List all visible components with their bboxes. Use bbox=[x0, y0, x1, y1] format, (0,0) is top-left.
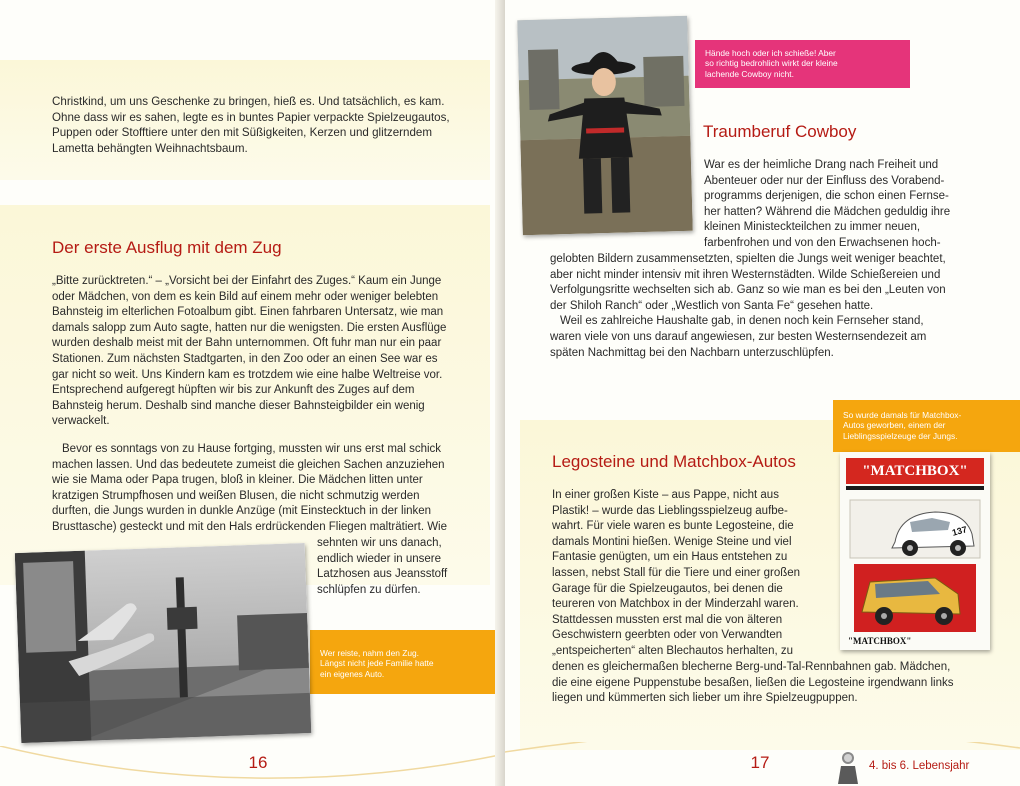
cowboy-photo bbox=[517, 16, 693, 235]
train-photo-caption: Wer reiste, nahm den Zug. Längst nicht jede Familie hatte ein eigenes Auto. bbox=[310, 630, 495, 694]
train-platform-photo bbox=[15, 543, 311, 743]
chapter-tab-label: 4. bis 6. Lebensjahr bbox=[869, 760, 970, 772]
train-platform-illustration bbox=[15, 543, 311, 743]
cowboy-photo-caption: Hände hoch oder ich schieße! Aber so richtig bedrohlich wirkt der kleine lachende Cowboy nicht. bbox=[695, 40, 910, 88]
matchbox-cars-illustration bbox=[840, 452, 990, 650]
page-number-left: 16 bbox=[248, 753, 268, 772]
right-page bbox=[505, 0, 1020, 786]
train-paragraph-1: „Bitte zurücktreten.“ – „Vorsicht bei der Einfahrt des Zuges.“ Kaum ein Junge oder Mädchen, von dem es kein Bild auf einem mehr oder weniger belebten Bahnsteig im elterlichen Fotoalbum gibt. Einen fahrbaren Untersatz, wie man damals salopp zum Auto sagte, hatten nur die wenigsten. Die ersten Ausflüge wurden deshalb meist mit der Bahn unternommen. Oft fuhr man nur ein paar Stationen. Zum nächsten Stadtgarten, in den Zoo oder an einen See war es gar nicht so weit. Uns Kindern kam es trotzdem wie eine halbe Weltreise vor. Entsprechend aufgeregt hüpften wir bis zur Ankunft des Zuges auf dem Bahnsteig herum. Deshalb sind manche dieser Bahnsteigbilder ein wenig verwackelt. bbox=[52, 275, 447, 428]
page-number-right: 17 bbox=[750, 753, 770, 772]
matchbox-caption: So wurde damals für Matchbox- Autos geworben, einem der Lieblingsspielzeuge der Jungs. bbox=[833, 400, 1020, 452]
matchbox-footer: "MATCHBOX" bbox=[848, 636, 912, 646]
train-paragraph-2: Bevor es sonntags von zu Hause fortging, mussten wir uns erst mal schick machen lassen. Und das bedeutete zumeist die gleichen Sachen anzuziehen wie sie Mama oder Papa trugen, bloß in kleiner. Die Mädchen litten unter kratzigen Strumpfhosen und weißen Blusen, die nicht schmutzig werden durften, die Jungs wurden in dunkle Anzüge (mit Einstecktuch in der linken Brusttasche) gesteckt und mit den Hals erdrückenden Fliegen malträtiert. Wie bbox=[52, 443, 448, 533]
section-heading-train: Der erste Ausflug mit dem Zug bbox=[52, 238, 282, 257]
cowboy-paragraph-wide: gelobten Bildern zusammensetzten, spielten die Jungs weit weniger beachtet, aber nicht minder intensiv mit ihren Westernstädten. Wilde Schießereien und Verfolgungsritte wechselten sich ab. Ganz so wie man es bei den „Leuten von der Shiloh Ranch“ oder „Westlich von Santa Fe“ gesehen hatte. Weil es zahlreiche Haushalte gab, in denen noch kein Fernseher stand, waren viele von uns darauf angewiesen, zur besten Westernsendezeit am späten Nachmittag bei den Nachbarn unterzuschlüpfen. bbox=[550, 253, 946, 359]
lego-paragraph-wide: denen es gleichermaßen blecherne Berg-und-Tal-Rennbahnen gab. Mädchen, die eine eigene Puppenstube besaßen, ließen die Legosteine irgendwann links liegen und kümmerten sich lieber um ihre Spielzeugpuppen. bbox=[552, 661, 954, 705]
matchbox-car-number: 137 bbox=[950, 524, 969, 538]
chapter-tab-photo bbox=[833, 750, 863, 784]
matchbox-ad-image bbox=[840, 452, 990, 650]
intro-text: Christkind, um uns Geschenke zu bringen, hieß es. Und tatsächlich, es kam. Ohne dass wir es sahen, legte es in buntes Papier verpackte Spielzeugautos, Puppen oder Stofftiere unter den mit Süßigkeiten, Kerzen und glitzerndem Lametta behängten Weihnachtsbaum. bbox=[52, 95, 450, 155]
section-heading-cowboy: Traumberuf Cowboy bbox=[703, 122, 857, 141]
cowboy-illustration bbox=[517, 16, 693, 235]
matchbox-logo: "MATCHBOX" bbox=[846, 458, 984, 484]
cowboy-paragraph-narrow: War es der heimliche Drang nach Freiheit und Abenteuer oder nur der Einfluss des Vorabend- programms derjenigen, die schon einen Fernse- her hatten? Während die Mädchen geduldig ihre kleinen Ministeckteilchen zu immer neuen, farbenfrohen und von den Erwachsenen hoch- bbox=[704, 159, 951, 249]
lego-paragraph-narrow: In einer großen Kiste – aus Pappe, nicht aus Plastik! – wurde das Lieblingsspielzeug aufbe- wahrt. Für viele waren es bunte Legosteine, die damals Montini hießen. Wenige Steine und viel Fantasie genügten, um ein Haus entstehen zu lassen, nebst Stall für die Tiere und einer großen Garage für die Spielzeugautos, bei denen die teureren von Matchbox in der Minderzahl waren. Stattdessen mussten erst mal die von älteren Geschwistern geerbten oder von Verwandten „entspeicherten“ alten Blechautos herhalten, zu bbox=[552, 489, 801, 657]
page-arc-left bbox=[0, 746, 505, 786]
train-paragraph-2-tail: sehnten wir uns danach, endlich wieder in unsere Latzhosen aus Jeansstoff schlüpfen zu dürfen. bbox=[317, 537, 448, 596]
left-page bbox=[0, 0, 505, 786]
child-icon bbox=[833, 750, 863, 784]
section-heading-lego: Legosteine und Matchbox-Autos bbox=[552, 452, 796, 471]
